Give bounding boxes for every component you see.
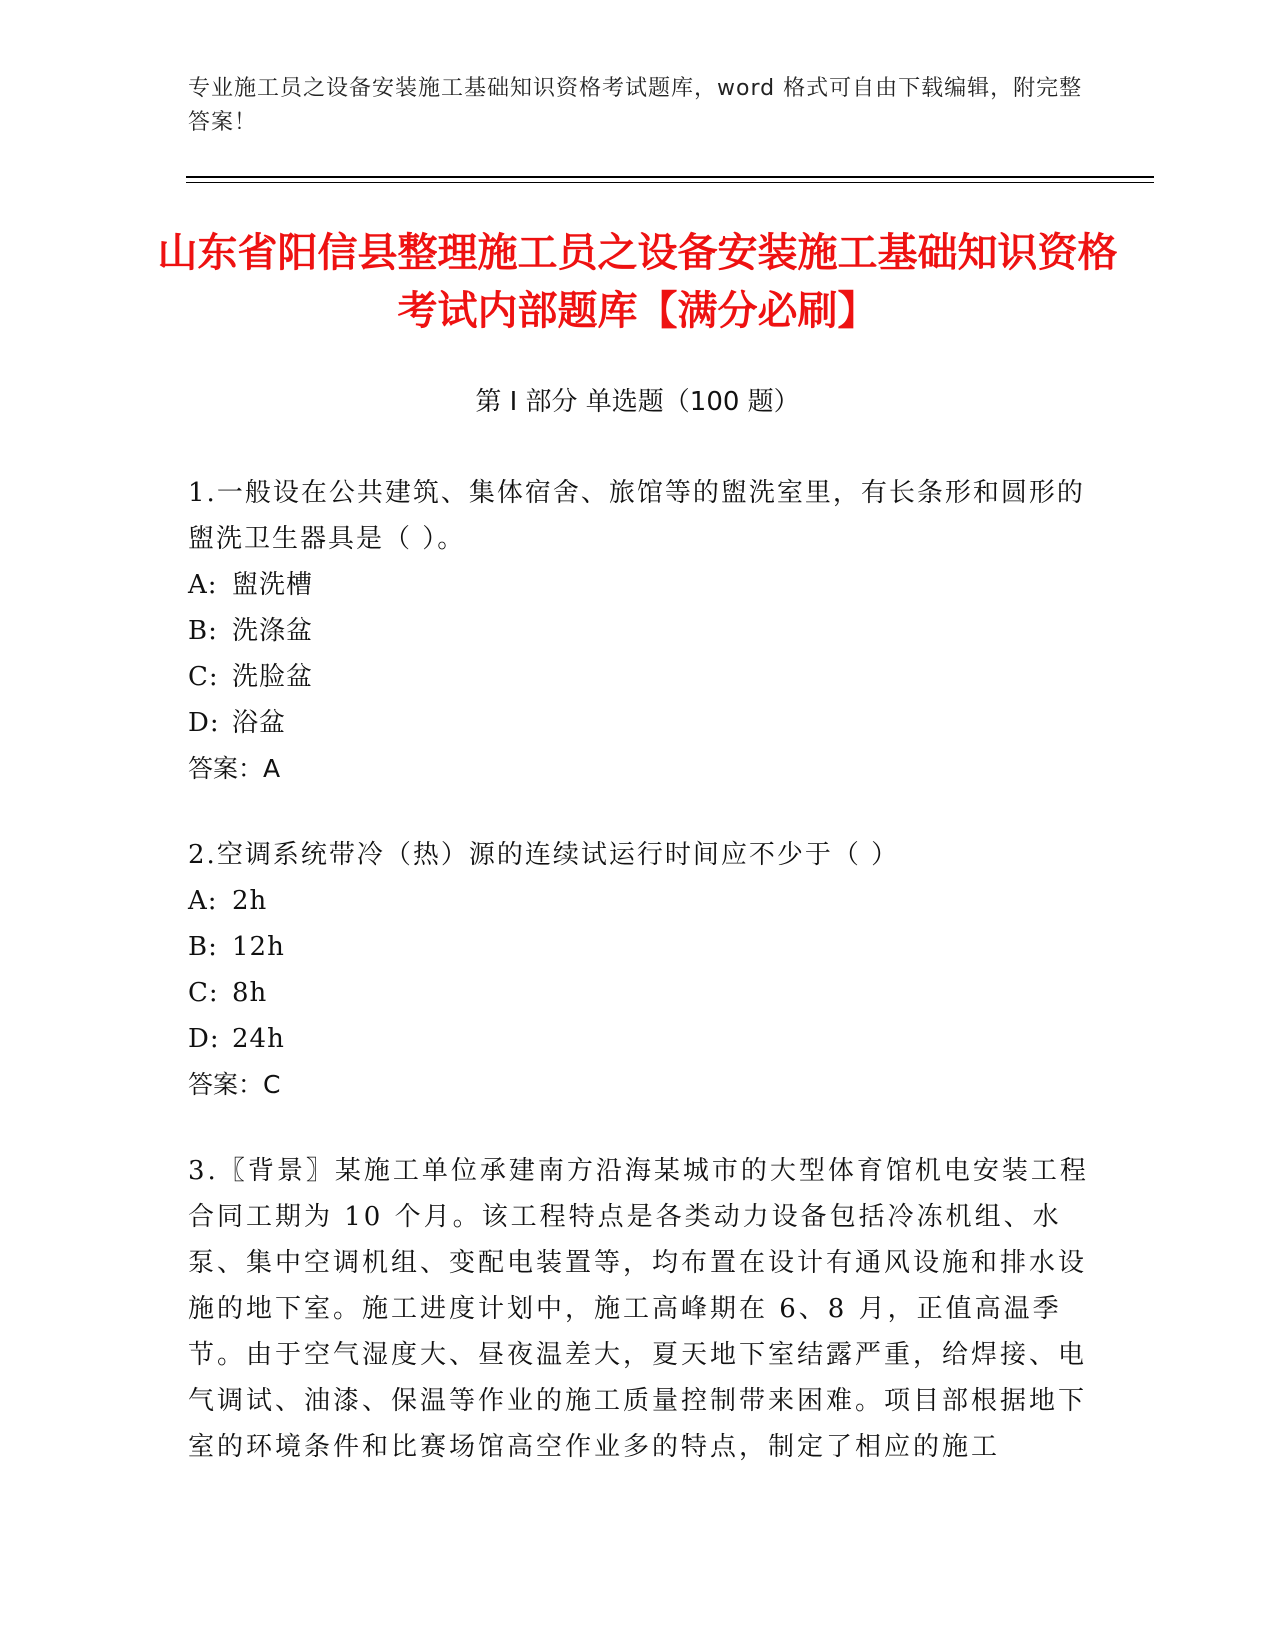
- option-letter: B:: [188, 932, 218, 962]
- question-text: [188, 470, 1093, 562]
- header-rule-thin: [186, 182, 1154, 183]
- option-text: 盥洗槽: [232, 570, 314, 600]
- option-c: [188, 654, 1093, 700]
- option-text: 2h: [232, 886, 268, 916]
- question-stem: 一般设在公共建筑、集体宿舍、旅馆等的盥洗室里，有长条形和圆形的盥洗卫生器具是（ ）。: [188, 478, 1085, 554]
- option-d: [188, 700, 1093, 746]
- option-letter: C:: [188, 662, 219, 692]
- option-c: [188, 970, 1093, 1016]
- option-d: [188, 1016, 1093, 1062]
- option-letter: D:: [188, 708, 220, 738]
- question-stem: 〖背景〗某施工单位承建南方沿海某城市的大型体育馆机电安装工程合同工期为 10 个月。该工程特点是各类动力设备包括冷冻机组、水泵、集中空调机组、变配电装置等，均布置在设计有通风设施和排水设施的地下室。施工进度计划中，施工高峰期在 6、8 月，正值高温季节。由于空气湿度大、昼夜温差大，夏天地下室结露严重，给焊接、电气调试、油漆、保温等作业的施工质量控制带来困难。项目部根据地下室的环境条件和比赛场馆高空作业多的特点，制定了相应的施工: [188, 1156, 1089, 1462]
- option-text: 洗涤盆: [232, 616, 314, 646]
- header-note: 专业施工员之设备安装施工基础知识资格考试题库，word 格式可自由下载编辑，附完整答案！: [188, 76, 1083, 135]
- answer-label: 答案：: [188, 754, 264, 783]
- question-1: [188, 470, 1093, 792]
- question-text: [188, 832, 1093, 878]
- option-letter: B:: [188, 616, 218, 646]
- header-rule-thick: [186, 176, 1154, 178]
- answer-value: C: [263, 1070, 281, 1099]
- answer-label: 答案：: [188, 1070, 264, 1099]
- option-letter: D:: [188, 1024, 220, 1054]
- option-letter: A:: [188, 886, 218, 916]
- option-b: [188, 608, 1093, 654]
- option-b: [188, 924, 1093, 970]
- question-number: 2.: [188, 840, 217, 870]
- question-text: [188, 1148, 1093, 1470]
- option-text: 浴盆: [232, 708, 287, 738]
- question-2: [188, 832, 1093, 1108]
- document-title: 山东省阳信县整理施工员之设备安装施工基础知识资格考试内部题库【满分必刷】: [157, 230, 1118, 334]
- question-3: [188, 1148, 1093, 1470]
- option-letter: A:: [188, 570, 218, 600]
- question-list: [188, 470, 1093, 1510]
- option-a: [188, 878, 1093, 924]
- question-number: 3.: [188, 1156, 219, 1186]
- option-a: [188, 562, 1093, 608]
- answer-line: [188, 1062, 1093, 1108]
- option-text: 24h: [232, 1024, 285, 1054]
- option-text: 12h: [232, 932, 285, 962]
- option-text: 洗脸盆: [232, 662, 314, 692]
- answer-value: A: [263, 754, 281, 783]
- section-title: 第 I 部分 单选题（100 题）: [475, 387, 800, 417]
- question-number: 1.: [188, 478, 217, 508]
- question-stem: 空调系统带冷（热）源的连续试运行时间应不少于（ ）: [216, 840, 900, 870]
- option-text: 8h: [232, 978, 268, 1008]
- answer-line: [188, 746, 1093, 792]
- option-letter: C:: [188, 978, 219, 1008]
